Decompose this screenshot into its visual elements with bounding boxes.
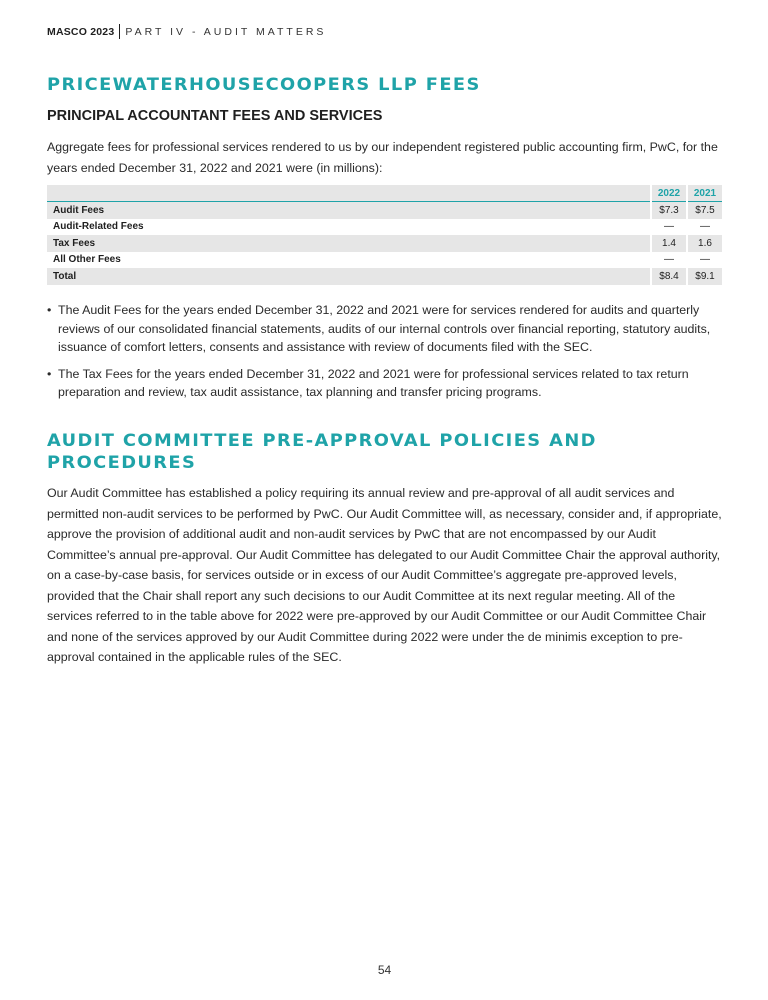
row-value-2022: — <box>651 219 687 236</box>
row-value-2021: $7.5 <box>687 202 722 219</box>
table-row-total <box>47 268 722 285</box>
fees-notes-list <box>47 301 722 410</box>
fees-section-title: PRICEWATERHOUSECOOPERS LLP FEES <box>47 75 481 94</box>
fees-table-label-header <box>47 185 651 202</box>
row-value-2021: — <box>687 252 722 269</box>
fees-col-2021: 2021 <box>687 185 722 202</box>
row-value-2022: $8.4 <box>651 268 687 285</box>
row-value-2021: $9.1 <box>687 268 722 285</box>
table-row <box>47 202 722 219</box>
header-divider <box>119 24 120 39</box>
fees-subtitle: PRINCIPAL ACCOUNTANT FEES AND SERVICES <box>47 108 383 124</box>
page-number: 54 <box>377 963 392 977</box>
row-label: Tax Fees <box>47 235 651 252</box>
policy-paragraph: Our Audit Committee has established a policy requiring its annual review and pre-approval of all audit services and permitted non-audit services to be performed by PwC. Our Audit Committee will, as necessary, consider and, if appropriate, approve the provision of additional audit and non-audit services by PwC that are not encompassed by our Audit Committee’s annual pre-approval. Our Audit Committee has delegated to our Audit Committee Chair the approval authority, on a case-by-case basis, for services outside or in excess of our Audit Committee’s aggregate pre-approved levels, provided that the Chair shall report any such decisions to our Audit Committee at its next regular meeting. All of the services referred to in the table above for 2022 were pre-approved by our Audit Committee or our Audit Committee Chair and none of the services approved by our Audit Committee during 2022 were under the de minimis exception to pre-approval contained in the applicable rules of the SEC. <box>47 486 722 664</box>
row-label: Audit Fees <box>47 202 651 219</box>
row-label: All Other Fees <box>47 252 651 269</box>
running-header <box>47 24 326 39</box>
row-value-2021: 1.6 <box>687 235 722 252</box>
list-item: • The Tax Fees for the years ended December 31, 2022 and 2021 were for professional services related to tax return preparation and review, tax audit assistance, tax planning and transfer pricing programs. <box>47 365 722 402</box>
fees-table <box>47 185 722 285</box>
list-item: • The Audit Fees for the years ended December 31, 2022 and 2021 were for services rendered for audits and quarterly reviews of our consolidated financial statements, audits of our internal controls over financial reporting, statutory audits, issuance of comfort letters, consents and assistance with review of documents filed with the SEC. <box>47 301 722 357</box>
header-section: PART IV - AUDIT MATTERS <box>125 25 327 38</box>
row-label: Audit-Related Fees <box>47 219 651 236</box>
fees-table-header <box>47 185 722 202</box>
policy-section-title: AUDIT COMMITTEE PRE-APPROVAL POLICIES AND PROCEDURES <box>47 431 597 472</box>
header-brand: MASCO 2023 <box>47 25 115 38</box>
fees-intro-paragraph: Aggregate fees for professional services rendered to us by our independent registered public accounting firm, PwC, for the years ended December 31, 2022 and 2021 were (in millions): <box>47 140 718 175</box>
row-label: Total <box>47 268 651 285</box>
row-value-2022: — <box>651 252 687 269</box>
row-value-2021: — <box>687 219 722 236</box>
row-value-2022: 1.4 <box>651 235 687 252</box>
table-row <box>47 235 722 252</box>
fees-col-2022: 2022 <box>651 185 687 202</box>
row-value-2022: $7.3 <box>651 202 687 219</box>
table-row <box>47 252 722 269</box>
table-row <box>47 219 722 236</box>
